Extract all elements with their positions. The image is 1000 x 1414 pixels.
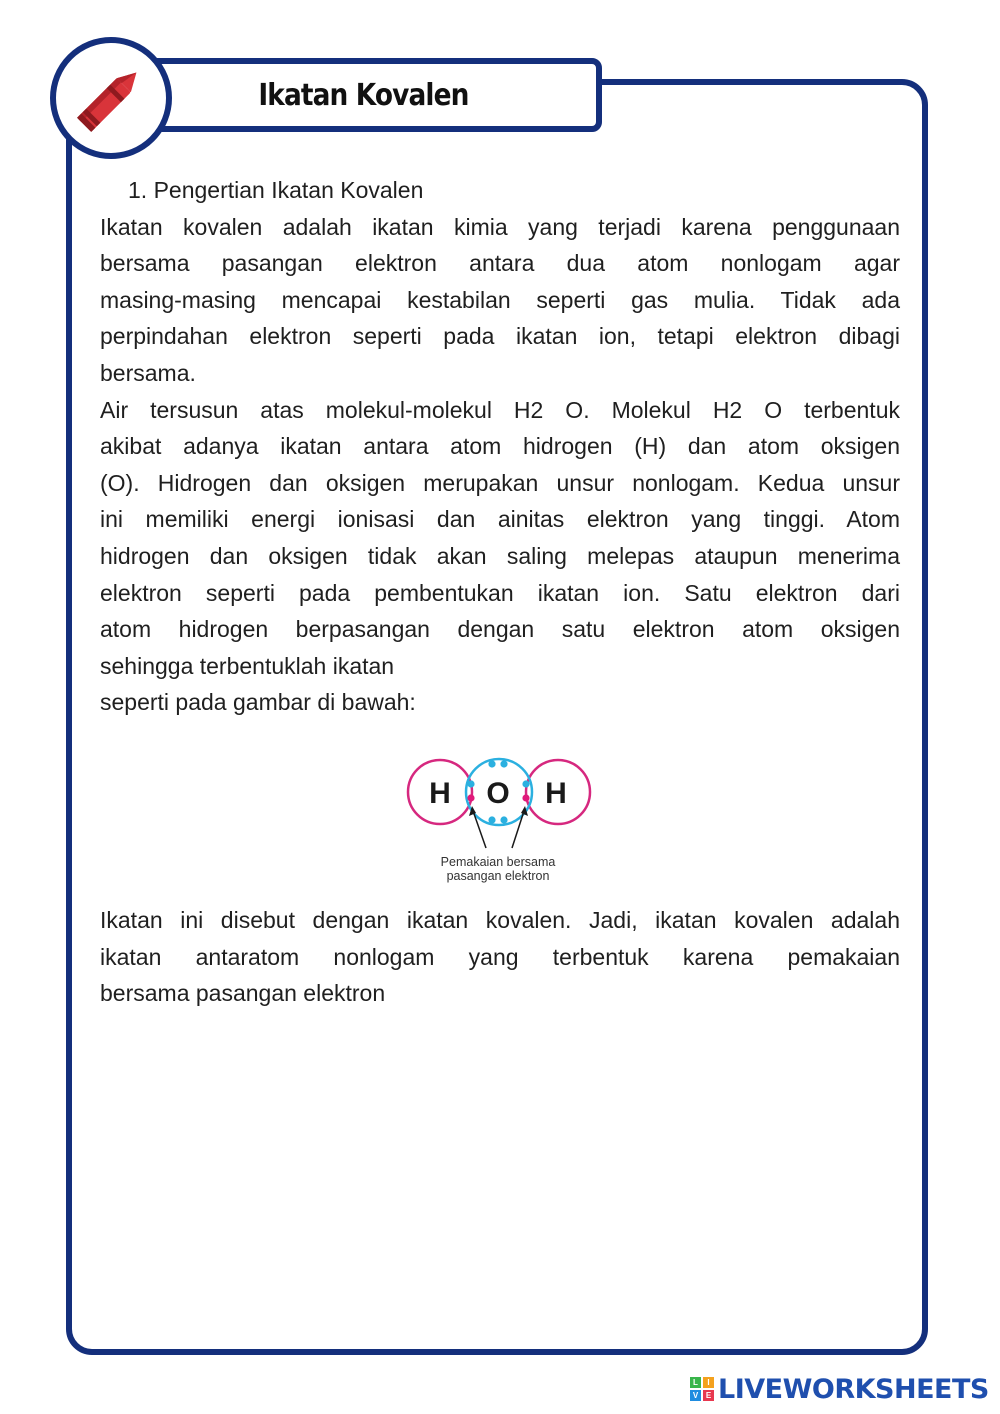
atom-h-right: H (545, 777, 567, 810)
atom-o: O (486, 777, 510, 810)
text-line: bersama. (100, 359, 196, 386)
text-line: bersama pasangan elektron antara dua atom nonlogam agar (100, 250, 900, 277)
paragraph-water-example (100, 392, 900, 685)
text-line: akibat adanya ikatan antara atom hidrogen (H) dan atom oksigen (100, 433, 900, 460)
text-line: Ikatan kovalen adalah ikatan kimia yang terjadi karena penggunaan (100, 213, 900, 240)
paragraph-definition (100, 209, 900, 392)
page-title: Ikatan Kovalen (257, 77, 469, 113)
text-line: (O). Hidrogen dan oksigen merupakan unsur nonlogam. Kedua unsur (100, 469, 900, 496)
lewis-structure-diagram (400, 750, 600, 890)
paragraph-conclusion (100, 902, 900, 1012)
text-line: masing-masing mencapai kestabilan seperti gas mulia. Tidak ada (100, 286, 900, 313)
text-line: Ikatan ini disebut dengan ikatan kovalen. Jadi, ikatan kovalen adalah (100, 907, 900, 933)
figure-caption-line1: Pemakaian bersama (440, 855, 556, 869)
text-line: ini memiliki energi ionisasi dan ainitas elektron yang tinggi. Atom (100, 506, 900, 533)
section-heading: 1. Pengertian Ikatan Kovalen (128, 177, 424, 203)
text-line: elektron seperti pada pembentukan ikatan ion. Satu elektron dari (100, 579, 900, 606)
text-line: hidrogen dan oksigen tidak akan saling melepas ataupun menerima (100, 542, 900, 569)
crayon-icon (56, 43, 166, 153)
brand-name: LIVEWORKSHEETS (718, 1373, 989, 1405)
figure-intro: seperti pada gambar di bawah: (100, 689, 416, 716)
text-line: bersama pasangan elektron (100, 980, 386, 1007)
crayon-badge (50, 37, 172, 159)
title-banner (124, 58, 602, 132)
water-molecule-figure (400, 750, 600, 890)
text-line: Air tersusun atas molekul-molekul H2 O. Molekul H2 O terbentuk (100, 396, 900, 423)
live-squares-icon: L I V E (690, 1377, 714, 1401)
text-line: atom hidrogen berpasangan dengan satu elektron atom oksigen (100, 616, 900, 643)
liveworksheets-logo[interactable] (690, 1374, 989, 1404)
text-line: sehingga terbentuklah ikatan (100, 652, 395, 679)
main-text (100, 172, 900, 721)
figure-caption-line2: pasangan elektron (446, 869, 550, 883)
text-line: perpindahan elektron seperti pada ikatan ion, tetapi elektron dibagi (100, 323, 900, 350)
atom-h-left: H (429, 777, 451, 810)
text-line: ikatan antaratom nonlogam yang terbentuk karena pemakaian (100, 943, 900, 970)
